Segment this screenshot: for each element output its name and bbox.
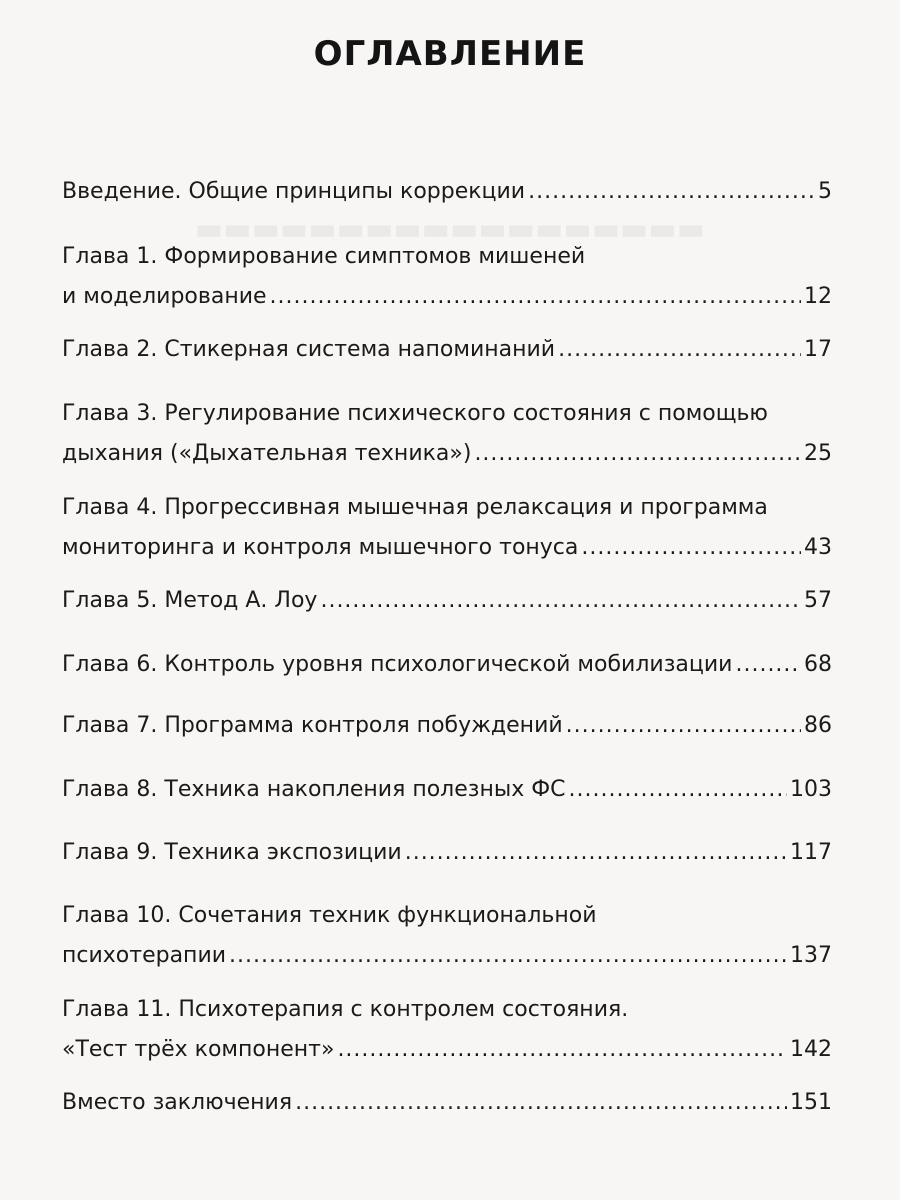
leader-dots bbox=[581, 528, 801, 568]
toc-entry-line bbox=[62, 528, 832, 568]
toc-entry-title: Глава 4. Прогрессивная мышечная релаксация и программа bbox=[62, 495, 768, 520]
leader-dots bbox=[337, 1030, 787, 1070]
toc-entry-title: Глава 1. Формирование симптомов мишеней bbox=[62, 244, 586, 269]
toc-entry-title: Глава 9. Техника экспозиции bbox=[62, 840, 402, 865]
toc-entry-chapter-8 bbox=[62, 770, 832, 810]
toc-entry-line bbox=[62, 770, 832, 810]
leader-dots bbox=[566, 706, 801, 746]
toc-page-number: 57 bbox=[804, 588, 832, 613]
leader-dots bbox=[229, 936, 787, 976]
toc-entry-title: Глава 2. Стикерная система напоминаний bbox=[62, 337, 556, 362]
toc-entry-title-continued: мониторинга и контроля мышечного тонуса bbox=[62, 535, 579, 560]
leader-dots bbox=[474, 434, 801, 474]
toc-entry-chapter-4 bbox=[62, 488, 832, 568]
toc-page-number: 5 bbox=[818, 179, 832, 204]
bleed-through: ▬▬▬▬▬▬▬▬▬▬▬▬▬▬▬▬▬▬ bbox=[194, 215, 706, 245]
toc-entry-line bbox=[62, 434, 832, 474]
toc-entry-title-continued: и моделирование bbox=[62, 284, 267, 309]
leader-dots bbox=[320, 581, 801, 621]
toc-entry-title: Глава 10. Сочетания техник функциональной bbox=[62, 903, 597, 928]
toc-entry-line bbox=[62, 277, 832, 317]
toc-page-number: 25 bbox=[804, 441, 832, 466]
leader-dots bbox=[558, 330, 801, 370]
toc-entry-line bbox=[62, 936, 832, 976]
toc-entry-title: Глава 7. Программа контроля побуждений bbox=[62, 713, 563, 738]
toc-entry-chapter-5 bbox=[62, 581, 832, 621]
toc-entry-chapter-11 bbox=[62, 990, 832, 1070]
toc-entry-chapter-6 bbox=[62, 645, 832, 685]
toc-entry-line bbox=[62, 706, 832, 746]
toc-entry-line bbox=[62, 581, 832, 621]
toc-page-number: 142 bbox=[790, 1037, 832, 1062]
toc-entry-line bbox=[62, 1083, 832, 1123]
toc-entry-chapter-10 bbox=[62, 896, 832, 976]
toc-entry-title-continued: психотерапии bbox=[62, 943, 227, 968]
toc-entry-line bbox=[62, 488, 832, 528]
toc-entry-line bbox=[62, 833, 832, 873]
toc-entry-title: Глава 6. Контроль уровня психологической мобилизации bbox=[62, 652, 733, 677]
toc-entry-line bbox=[62, 394, 832, 434]
toc-entry-title: Введение. Общие принципы коррекции bbox=[62, 179, 526, 204]
page-title: ОГЛАВЛЕНИЕ bbox=[313, 34, 587, 74]
toc-entry-line bbox=[62, 645, 832, 685]
toc-entry-title: Глава 3. Регулирование психического состояния с помощью bbox=[62, 401, 768, 426]
toc-entry-introduction bbox=[62, 172, 832, 212]
toc-entry-chapter-2 bbox=[62, 330, 832, 370]
toc-entry-line bbox=[62, 330, 832, 370]
toc-page-number: 68 bbox=[804, 652, 832, 677]
leader-dots bbox=[528, 172, 815, 212]
leader-dots bbox=[295, 1083, 787, 1123]
toc-page-number: 103 bbox=[790, 777, 832, 802]
toc-entry-line bbox=[62, 237, 832, 277]
toc-page-number: 12 bbox=[804, 284, 832, 309]
toc-entry-title-continued: «Тест трёх компонент» bbox=[62, 1037, 335, 1062]
toc-entry-chapter-9 bbox=[62, 833, 832, 873]
toc-entry-chapter-3 bbox=[62, 394, 832, 474]
toc-entry-chapter-1 bbox=[62, 237, 832, 317]
toc-entry-line bbox=[62, 990, 832, 1030]
toc-entry-chapter-7 bbox=[62, 706, 832, 746]
toc-entry-title: Глава 11. Психотерапия с контролем состояния. bbox=[62, 997, 629, 1022]
leader-dots bbox=[270, 277, 801, 317]
toc-entry-title: Вместо заключения bbox=[62, 1090, 293, 1115]
toc-page-number: 43 bbox=[804, 535, 832, 560]
toc-page-number: 17 bbox=[804, 337, 832, 362]
toc-entry-conclusion bbox=[62, 1083, 832, 1123]
leader-dots bbox=[569, 770, 787, 810]
toc-page-number: 151 bbox=[790, 1090, 832, 1115]
toc-entry-title-continued: дыхания («Дыхательная техника») bbox=[62, 441, 472, 466]
toc-entry-title: Глава 5. Метод А. Лоу bbox=[62, 588, 318, 613]
leader-dots bbox=[405, 833, 787, 873]
toc-page-number: 117 bbox=[790, 840, 832, 865]
toc-entry-line bbox=[62, 896, 832, 936]
toc-page-number: 137 bbox=[790, 943, 832, 968]
toc-entry-line bbox=[62, 1030, 832, 1070]
toc-entry-title: Глава 8. Техника накопления полезных ФС bbox=[62, 777, 566, 802]
leader-dots bbox=[735, 645, 801, 685]
toc-entry-line bbox=[62, 172, 832, 212]
toc-page-number: 86 bbox=[804, 713, 832, 738]
